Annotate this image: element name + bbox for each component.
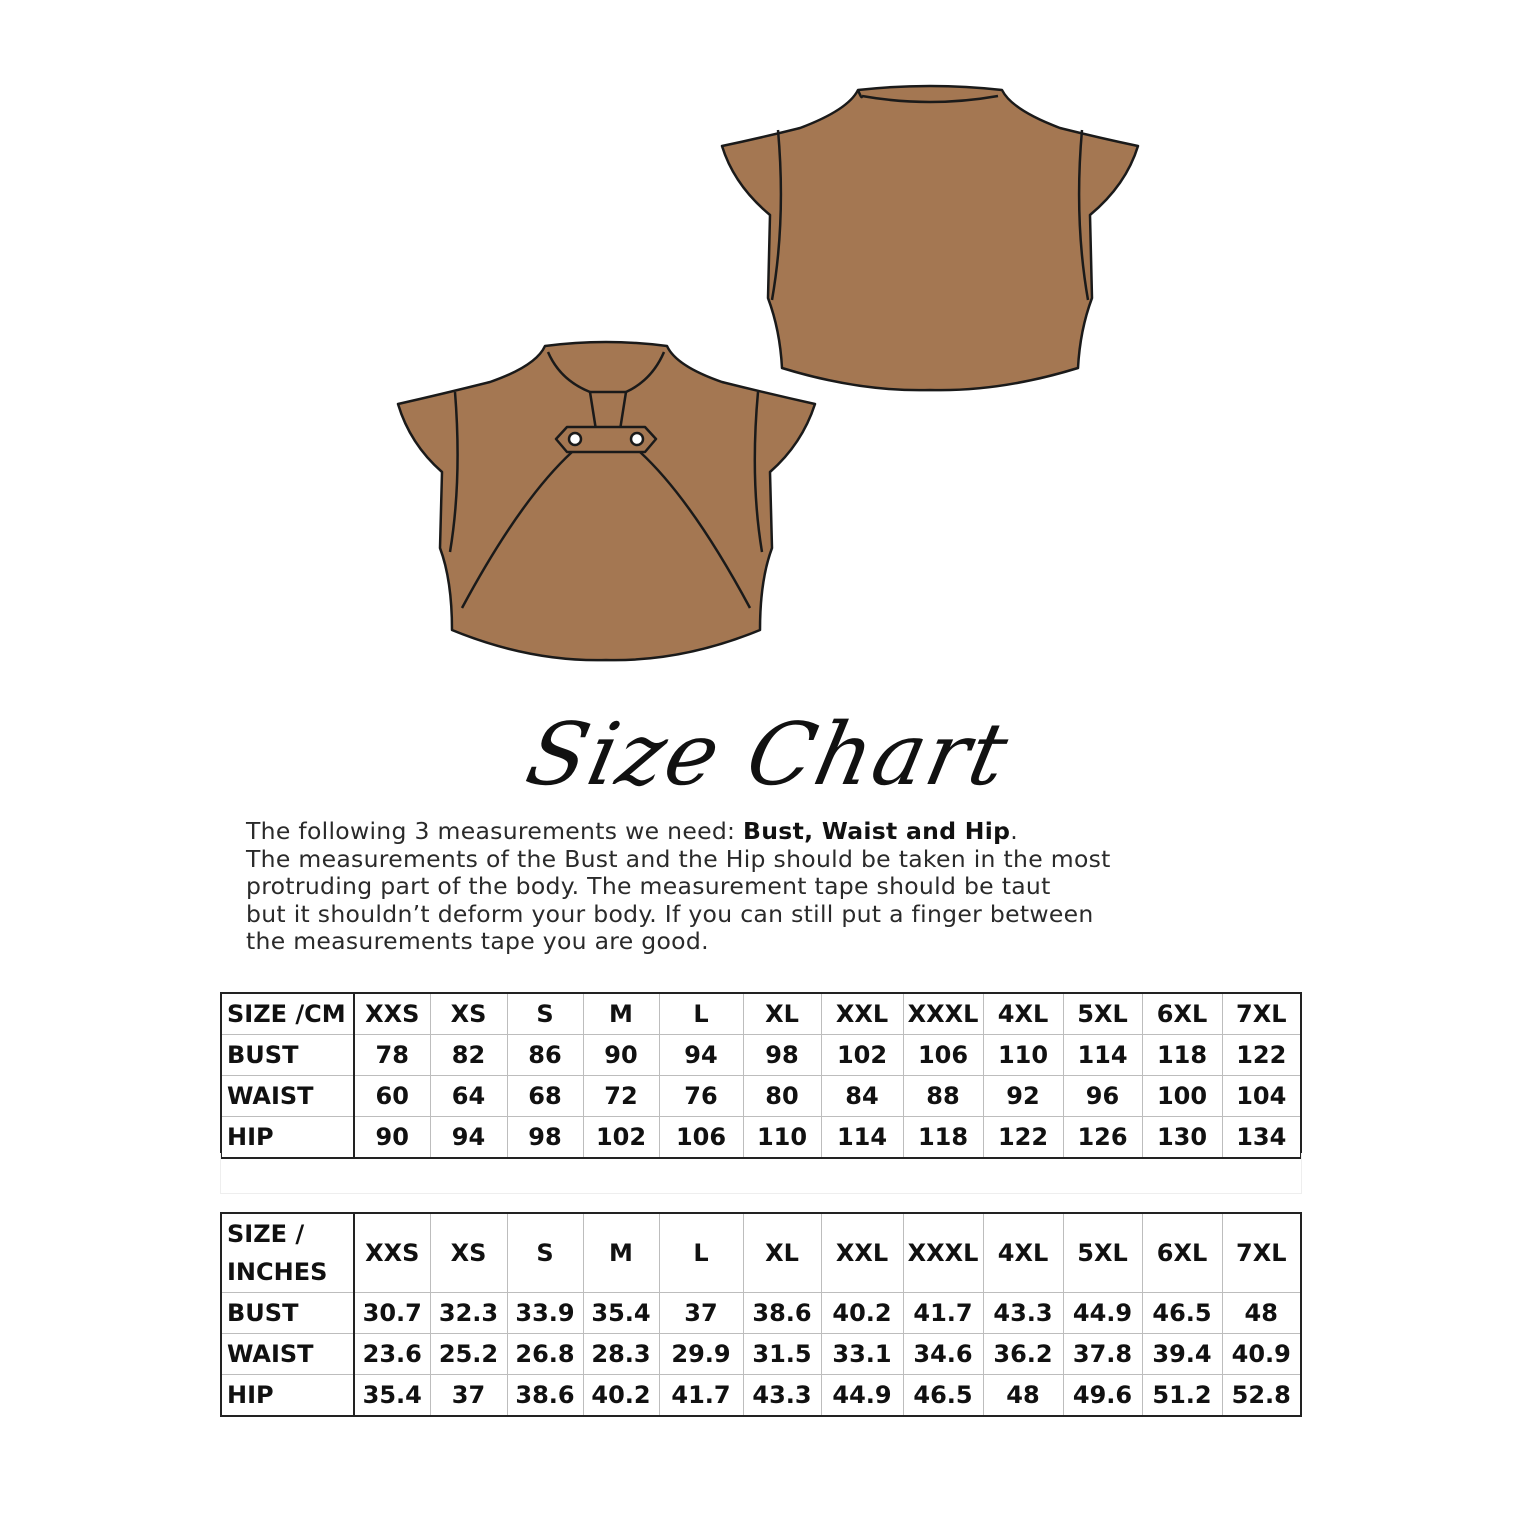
instruction-line-4: but it shouldn’t deform your body. If you can still put a finger between (246, 899, 1094, 928)
table-cell: 100 (1142, 1076, 1222, 1117)
size-table-inches (220, 1212, 1302, 1417)
table-cell: 118 (903, 1117, 983, 1159)
table-row-bust (221, 1035, 1301, 1076)
size-header: XXL (821, 1213, 903, 1293)
size-header: M (583, 1213, 659, 1293)
table-cell: 44.9 (821, 1375, 903, 1417)
table-cell: 49.6 (1063, 1375, 1142, 1417)
size-header: 6XL (1142, 993, 1222, 1035)
row-label: BUST (221, 1293, 354, 1334)
table-cell: 34.6 (903, 1334, 983, 1375)
table-cell: 126 (1063, 1117, 1142, 1159)
table-cell: 44.9 (1063, 1293, 1142, 1334)
size-header: 4XL (983, 993, 1063, 1035)
instruction-line-3: protruding part of the body. The measurement tape should be taut (246, 872, 1051, 900)
table-cell: 37.8 (1063, 1334, 1142, 1375)
table-cell: 40.2 (583, 1375, 659, 1417)
table-row-waist (221, 1076, 1301, 1117)
size-header: XXL (821, 993, 903, 1035)
table-cell: 25.2 (430, 1334, 507, 1375)
table-cell: 41.7 (903, 1293, 983, 1334)
table-header-row (221, 993, 1301, 1035)
size-header: XXS (354, 993, 430, 1035)
table-row-bust (221, 1293, 1301, 1334)
table-cell: 68 (507, 1076, 583, 1117)
size-header: 7XL (1222, 1213, 1301, 1293)
table-cell: 106 (659, 1117, 743, 1159)
table-cell: 28.3 (583, 1334, 659, 1375)
table-cell: 37 (430, 1375, 507, 1417)
table-cell: 98 (743, 1035, 821, 1076)
size-header: XXS (354, 1213, 430, 1293)
table-cell: 39.4 (1142, 1334, 1222, 1375)
size-header: L (659, 993, 743, 1035)
table-cell: 30.7 (354, 1293, 430, 1334)
row-label: WAIST (221, 1334, 354, 1375)
table-cell: 104 (1222, 1076, 1301, 1117)
table-cell: 98 (507, 1117, 583, 1159)
table-cell: 32.3 (430, 1293, 507, 1334)
measurement-instructions (246, 818, 1296, 956)
table-cell: 37 (659, 1293, 743, 1334)
table-cell: 122 (983, 1117, 1063, 1159)
table-cell: 76 (659, 1076, 743, 1117)
table-cell: 118 (1142, 1035, 1222, 1076)
size-header: 4XL (983, 1213, 1063, 1293)
table-cell: 110 (983, 1035, 1063, 1076)
header-label: SIZE /CM (221, 993, 354, 1035)
table-cell: 40.9 (1222, 1334, 1301, 1375)
table-cell: 33.9 (507, 1293, 583, 1334)
table-cell: 31.5 (743, 1334, 821, 1375)
table-cell: 90 (583, 1035, 659, 1076)
table-cell: 88 (903, 1076, 983, 1117)
size-header: M (583, 993, 659, 1035)
table-separator (220, 1153, 1302, 1194)
table-cell: 35.4 (583, 1293, 659, 1334)
table-cell: 106 (903, 1035, 983, 1076)
table-cell: 43.3 (983, 1293, 1063, 1334)
size-header: XXXL (903, 993, 983, 1035)
table-cell: 130 (1142, 1117, 1222, 1159)
row-label: HIP (221, 1375, 354, 1417)
instruction-line-5: the measurements tape you are good. (246, 927, 709, 955)
table-cell: 48 (1222, 1293, 1301, 1334)
size-header: 5XL (1063, 1213, 1142, 1293)
table-cell: 134 (1222, 1117, 1301, 1159)
table-cell: 82 (430, 1035, 507, 1076)
table-cell: 94 (659, 1035, 743, 1076)
garment-back-view (722, 86, 1138, 390)
table-cell: 102 (583, 1117, 659, 1159)
table-cell: 96 (1063, 1076, 1142, 1117)
size-header: S (507, 993, 583, 1035)
instruction-line-1: The following 3 measurements we need: Bust, Waist and Hip. (246, 817, 1019, 845)
table-cell: 86 (507, 1035, 583, 1076)
table-cell: 94 (430, 1117, 507, 1159)
table-cell: 114 (821, 1117, 903, 1159)
table-cell: 90 (354, 1117, 430, 1159)
table-cell: 102 (821, 1035, 903, 1076)
size-header: 6XL (1142, 1213, 1222, 1293)
table-cell: 84 (821, 1076, 903, 1117)
table-cell: 80 (743, 1076, 821, 1117)
table-cell: 23.6 (354, 1334, 430, 1375)
table-cell: 60 (354, 1076, 430, 1117)
table-row-hip (221, 1375, 1301, 1417)
size-header: XXXL (903, 1213, 983, 1293)
table-cell: 64 (430, 1076, 507, 1117)
table-cell: 48 (983, 1375, 1063, 1417)
size-header: XL (743, 1213, 821, 1293)
table-header-row (221, 1213, 1301, 1293)
row-label: WAIST (221, 1076, 354, 1117)
instruction-line-2: The measurements of the Bust and the Hip should be taken in the most (246, 844, 1111, 873)
table-cell: 40.2 (821, 1293, 903, 1334)
table-cell: 51.2 (1142, 1375, 1222, 1417)
row-label: HIP (221, 1117, 354, 1159)
table-cell: 72 (583, 1076, 659, 1117)
size-chart-title: Size Chart (518, 705, 1018, 805)
header-label: SIZE / INCHES (221, 1213, 354, 1293)
table-cell: 114 (1063, 1035, 1142, 1076)
size-header: L (659, 1213, 743, 1293)
row-label: BUST (221, 1035, 354, 1076)
measurement-names: Bust, Waist and Hip (743, 817, 1011, 845)
table-cell: 110 (743, 1117, 821, 1159)
table-cell: 33.1 (821, 1334, 903, 1375)
size-header: 5XL (1063, 993, 1142, 1035)
table-cell: 92 (983, 1076, 1063, 1117)
table-cell: 78 (354, 1035, 430, 1076)
table-cell: 43.3 (743, 1375, 821, 1417)
table-row-waist (221, 1334, 1301, 1375)
size-header: 7XL (1222, 993, 1301, 1035)
table-cell: 46.5 (1142, 1293, 1222, 1334)
table-cell: 36.2 (983, 1334, 1063, 1375)
size-header: XL (743, 993, 821, 1035)
size-table-cm (220, 992, 1302, 1159)
table-cell: 29.9 (659, 1334, 743, 1375)
table-cell: 35.4 (354, 1375, 430, 1417)
table-cell: 52.8 (1222, 1375, 1301, 1417)
table-cell: 46.5 (903, 1375, 983, 1417)
garment-front-view (398, 342, 815, 660)
size-header: XS (430, 1213, 507, 1293)
table-row-hip (221, 1117, 1301, 1159)
table-cell: 26.8 (507, 1334, 583, 1375)
table-cell: 38.6 (743, 1293, 821, 1334)
garment-illustrations (0, 0, 1536, 700)
size-header: S (507, 1213, 583, 1293)
table-cell: 38.6 (507, 1375, 583, 1417)
table-cell: 122 (1222, 1035, 1301, 1076)
size-header: XS (430, 993, 507, 1035)
table-cell: 41.7 (659, 1375, 743, 1417)
